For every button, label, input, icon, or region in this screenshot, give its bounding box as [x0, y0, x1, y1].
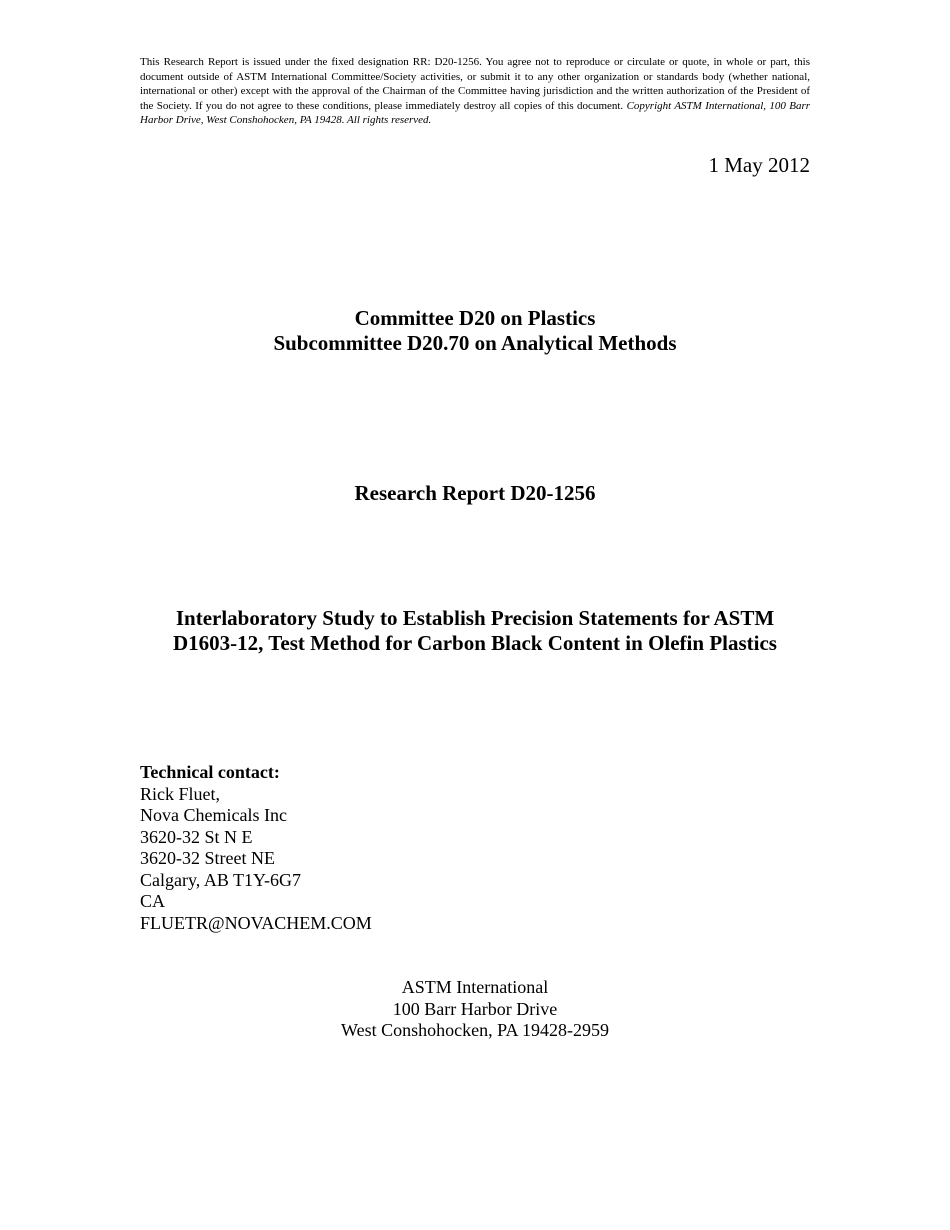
contact-line: 3620-32 St N E: [140, 826, 253, 847]
address-line: West Conshohocken, PA 19428-2959: [341, 1020, 609, 1040]
astm-address: [0, 977, 950, 1042]
copyright-line: Copyright ASTM International, 100 Barr Harbor Drive, West Conshohocken, PA 19428. All rights reserved.: [140, 99, 811, 126]
technical-contact: [140, 762, 372, 934]
contact-label: Technical contact:: [140, 762, 280, 782]
study-title-line-2: D1603-12, Test Method for Carbon Black Content in Olefin Plastics: [173, 631, 777, 655]
contact-line: Rick Fluet,: [140, 783, 220, 804]
contact-email: FLUETR@NOVACHEM.COM: [140, 912, 372, 933]
report-title: Research Report D20-1256: [354, 481, 596, 505]
notice-text: This Research Report is issued under the fixed designation RR: D20-1256. You agree not to reproduce or circulate or quote, in whole or part, this document outside of ASTM International Committee/Society activities, or submit it to any other organization or standards body (whether national, international or other) except with the approval of the Chairman of the Committee having jurisdiction and the written authorization of the President of the Society. If you do not agree to these conditions, please immediately destroy all copies of this document.: [140, 56, 810, 112]
committee-heading: [0, 306, 950, 356]
contact-line: CA: [140, 891, 166, 911]
committee-name: Committee D20 on Plastics: [354, 306, 596, 330]
address-line: 100 Barr Harbor Drive: [392, 998, 558, 1019]
report-date: 1 May 2012: [708, 153, 810, 177]
address-line: ASTM International: [401, 977, 549, 997]
contact-line: Calgary, AB T1Y-6G7: [140, 869, 301, 890]
subcommittee-name: Subcommittee D20.70 on Analytical Methods: [273, 331, 677, 355]
study-title: [0, 606, 950, 656]
copyright-notice: [140, 55, 810, 128]
contact-line: 3620-32 Street NE: [140, 848, 275, 868]
study-title-line-1: Interlaboratory Study to Establish Precision Statements for ASTM: [175, 606, 775, 630]
contact-line: Nova Chemicals Inc: [140, 805, 287, 825]
